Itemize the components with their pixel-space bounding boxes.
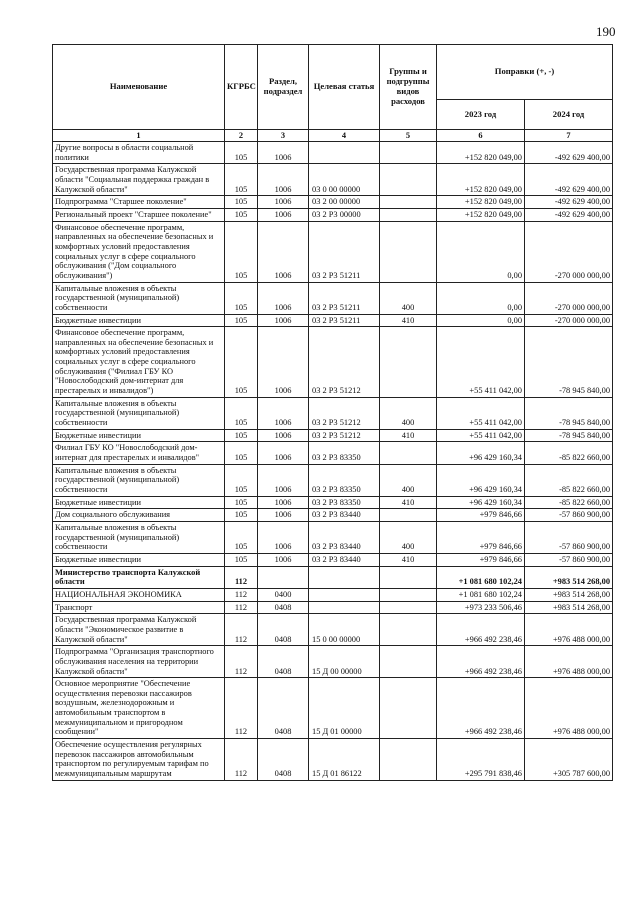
cell-section: 0400 bbox=[258, 588, 309, 601]
cell-target: 03 2 P3 83350 bbox=[309, 496, 380, 509]
cell-amount-2023: +152 820 049,00 bbox=[437, 196, 525, 209]
cell-name: Бюджетные инвестиции bbox=[53, 553, 225, 566]
cell-name: Капитальные вложения в объекты государственной (муниципальной) собственности bbox=[53, 464, 225, 496]
table-row bbox=[53, 566, 613, 588]
column-number: 6 bbox=[437, 130, 525, 142]
cell-group: 410 bbox=[380, 553, 437, 566]
cell-kgrbs: 112 bbox=[225, 566, 258, 588]
cell-section: 1006 bbox=[258, 327, 309, 398]
cell-amount-2024: -85 822 660,00 bbox=[525, 464, 613, 496]
cell-target: 03 2 P3 83440 bbox=[309, 521, 380, 553]
cell-group bbox=[380, 601, 437, 614]
cell-group bbox=[380, 588, 437, 601]
col-header-kgrbs: КГРБС bbox=[225, 45, 258, 130]
cell-section: 0408 bbox=[258, 678, 309, 739]
table-row bbox=[53, 646, 613, 678]
cell-name: Министерство транспорта Калужской области bbox=[53, 566, 225, 588]
cell-amount-2024: +983 514 268,00 bbox=[525, 588, 613, 601]
cell-amount-2024: +305 787 600,00 bbox=[525, 739, 613, 781]
cell-kgrbs: 105 bbox=[225, 464, 258, 496]
table-body bbox=[53, 142, 613, 781]
cell-target: 03 2 P3 51212 bbox=[309, 327, 380, 398]
cell-target: 03 2 P3 51211 bbox=[309, 314, 380, 327]
table-row bbox=[53, 208, 613, 221]
cell-group bbox=[380, 327, 437, 398]
cell-amount-2024: +976 488 000,00 bbox=[525, 678, 613, 739]
cell-name: Капитальные вложения в объекты государственной (муниципальной) собственности bbox=[53, 397, 225, 429]
column-number: 7 bbox=[525, 130, 613, 142]
cell-kgrbs: 105 bbox=[225, 429, 258, 442]
cell-amount-2023: +152 820 049,00 bbox=[437, 208, 525, 221]
cell-section: 1006 bbox=[258, 208, 309, 221]
cell-group bbox=[380, 739, 437, 781]
cell-amount-2023: +55 411 042,00 bbox=[437, 429, 525, 442]
cell-name: Бюджетные инвестиции bbox=[53, 429, 225, 442]
cell-group: 400 bbox=[380, 521, 437, 553]
cell-amount-2023: +979 846,66 bbox=[437, 509, 525, 522]
cell-section: 1006 bbox=[258, 509, 309, 522]
cell-target bbox=[309, 142, 380, 164]
table-row bbox=[53, 614, 613, 646]
cell-section: 1006 bbox=[258, 164, 309, 196]
cell-group: 410 bbox=[380, 314, 437, 327]
cell-name: Финансовое обеспечение программ, направленных на обеспечение безопасных и комфортных условий предоставления социальных услуг в сфере социального обслуживания ("Дом социального обслуживания") bbox=[53, 221, 225, 282]
cell-kgrbs: 105 bbox=[225, 509, 258, 522]
cell-amount-2024: -492 629 400,00 bbox=[525, 164, 613, 196]
cell-kgrbs: 105 bbox=[225, 208, 258, 221]
cell-kgrbs: 112 bbox=[225, 588, 258, 601]
cell-section: 1006 bbox=[258, 314, 309, 327]
cell-target: 03 2 00 00000 bbox=[309, 196, 380, 209]
cell-section: 1006 bbox=[258, 553, 309, 566]
cell-target: 03 0 00 00000 bbox=[309, 164, 380, 196]
col-header-amendments: Поправки (+, -) bbox=[437, 45, 613, 100]
table-row bbox=[53, 442, 613, 464]
cell-target bbox=[309, 566, 380, 588]
cell-amount-2023: +96 429 160,34 bbox=[437, 496, 525, 509]
cell-section: 1006 bbox=[258, 221, 309, 282]
cell-amount-2023: +979 846,66 bbox=[437, 553, 525, 566]
table-row bbox=[53, 429, 613, 442]
cell-section: 0408 bbox=[258, 614, 309, 646]
cell-kgrbs: 105 bbox=[225, 314, 258, 327]
cell-amount-2023: +973 233 506,46 bbox=[437, 601, 525, 614]
cell-kgrbs: 105 bbox=[225, 496, 258, 509]
cell-target bbox=[309, 601, 380, 614]
cell-section: 1006 bbox=[258, 196, 309, 209]
col-header-target: Целевая статья bbox=[309, 45, 380, 130]
cell-amount-2023: +295 791 838,46 bbox=[437, 739, 525, 781]
cell-target: 03 2 P3 51212 bbox=[309, 397, 380, 429]
col-header-name: Наименование bbox=[53, 45, 225, 130]
cell-group: 400 bbox=[380, 464, 437, 496]
cell-amount-2024: -57 860 900,00 bbox=[525, 553, 613, 566]
cell-group bbox=[380, 646, 437, 678]
cell-amount-2024: -270 000 000,00 bbox=[525, 282, 613, 314]
cell-kgrbs: 105 bbox=[225, 553, 258, 566]
cell-target: 15 Д 01 86122 bbox=[309, 739, 380, 781]
column-number: 2 bbox=[225, 130, 258, 142]
cell-amount-2024: +983 514 268,00 bbox=[525, 566, 613, 588]
table-row bbox=[53, 282, 613, 314]
table-row bbox=[53, 142, 613, 164]
col-header-year1: 2023 год bbox=[437, 100, 525, 130]
cell-amount-2023: +966 492 238,46 bbox=[437, 646, 525, 678]
page-number: 190 bbox=[596, 24, 616, 39]
table-row bbox=[53, 196, 613, 209]
cell-name: Подпрограмма "Старшее поколение" bbox=[53, 196, 225, 209]
cell-target: 03 2 P3 51211 bbox=[309, 221, 380, 282]
cell-group bbox=[380, 196, 437, 209]
cell-name: Транспорт bbox=[53, 601, 225, 614]
col-header-section: Раздел, подраздел bbox=[258, 45, 309, 130]
cell-amount-2024: -57 860 900,00 bbox=[525, 521, 613, 553]
table-row bbox=[53, 739, 613, 781]
cell-kgrbs: 105 bbox=[225, 282, 258, 314]
cell-amount-2023: +152 820 049,00 bbox=[437, 142, 525, 164]
cell-amount-2024: -78 945 840,00 bbox=[525, 397, 613, 429]
cell-section: 1006 bbox=[258, 397, 309, 429]
cell-target: 03 2 P3 83440 bbox=[309, 553, 380, 566]
budget-amendments-table bbox=[52, 44, 613, 781]
cell-name: Другие вопросы в области социальной политики bbox=[53, 142, 225, 164]
cell-group bbox=[380, 221, 437, 282]
col-header-groups: Группы и подгруппы видов расходов bbox=[380, 45, 437, 130]
table-row bbox=[53, 314, 613, 327]
cell-name: Государственная программа Калужской области "Социальная поддержка граждан в Калужской области" bbox=[53, 164, 225, 196]
cell-target bbox=[309, 588, 380, 601]
cell-section: 1006 bbox=[258, 442, 309, 464]
cell-kgrbs: 105 bbox=[225, 397, 258, 429]
cell-kgrbs: 105 bbox=[225, 221, 258, 282]
cell-amount-2024: +976 488 000,00 bbox=[525, 646, 613, 678]
cell-name: Государственная программа Калужской области "Экономическое развитие в Калужской области" bbox=[53, 614, 225, 646]
column-number: 4 bbox=[309, 130, 380, 142]
cell-name: Обеспечение осуществления регулярных перевозок пассажиров автомобильным транспортом по регулируемым тарифам по межмуниципальным маршрутам bbox=[53, 739, 225, 781]
column-number: 1 bbox=[53, 130, 225, 142]
cell-kgrbs: 105 bbox=[225, 442, 258, 464]
cell-amount-2023: 0,00 bbox=[437, 221, 525, 282]
table-row bbox=[53, 521, 613, 553]
cell-amount-2023: 0,00 bbox=[437, 282, 525, 314]
cell-group: 400 bbox=[380, 397, 437, 429]
cell-group bbox=[380, 442, 437, 464]
cell-amount-2023: 0,00 bbox=[437, 314, 525, 327]
cell-amount-2023: +1 081 680 102,24 bbox=[437, 566, 525, 588]
cell-section: 1006 bbox=[258, 282, 309, 314]
cell-section: 1006 bbox=[258, 496, 309, 509]
cell-amount-2023: +55 411 042,00 bbox=[437, 397, 525, 429]
cell-kgrbs: 112 bbox=[225, 739, 258, 781]
cell-amount-2024: -78 945 840,00 bbox=[525, 327, 613, 398]
cell-kgrbs: 112 bbox=[225, 601, 258, 614]
cell-kgrbs: 112 bbox=[225, 678, 258, 739]
cell-target: 03 2 P3 83350 bbox=[309, 442, 380, 464]
cell-name: Филиал ГБУ КО "Новослободский дом-интернат для престарелых и инвалидов" bbox=[53, 442, 225, 464]
cell-amount-2023: +966 492 238,46 bbox=[437, 678, 525, 739]
cell-name: Финансовое обеспечение программ, направленных на обеспечение безопасных и комфортных условий предоставления социальных услуг в сфере социального обслуживания ("Филиал ГБУ КО "Новослободский дом-интернат для престарелых и инвалидов") bbox=[53, 327, 225, 398]
cell-group: 400 bbox=[380, 282, 437, 314]
cell-name: Дом социального обслуживания bbox=[53, 509, 225, 522]
cell-section: 0408 bbox=[258, 739, 309, 781]
cell-amount-2024: -270 000 000,00 bbox=[525, 314, 613, 327]
cell-target: 15 Д 00 00000 bbox=[309, 646, 380, 678]
cell-section: 0408 bbox=[258, 601, 309, 614]
table-row bbox=[53, 509, 613, 522]
cell-group bbox=[380, 678, 437, 739]
table-row bbox=[53, 553, 613, 566]
table-row bbox=[53, 397, 613, 429]
column-number: 5 bbox=[380, 130, 437, 142]
cell-amount-2023: +966 492 238,46 bbox=[437, 614, 525, 646]
table-row bbox=[53, 588, 613, 601]
cell-kgrbs: 112 bbox=[225, 646, 258, 678]
cell-section: 1006 bbox=[258, 429, 309, 442]
cell-amount-2024: +983 514 268,00 bbox=[525, 601, 613, 614]
table-row bbox=[53, 496, 613, 509]
cell-group bbox=[380, 142, 437, 164]
cell-amount-2023: +152 820 049,00 bbox=[437, 164, 525, 196]
table-row bbox=[53, 327, 613, 398]
cell-kgrbs: 105 bbox=[225, 164, 258, 196]
cell-amount-2024: -57 860 900,00 bbox=[525, 509, 613, 522]
column-number: 3 bbox=[258, 130, 309, 142]
cell-name: Бюджетные инвестиции bbox=[53, 496, 225, 509]
cell-target: 15 0 00 00000 bbox=[309, 614, 380, 646]
cell-amount-2023: +1 081 680 102,24 bbox=[437, 588, 525, 601]
cell-target: 03 2 P3 83350 bbox=[309, 464, 380, 496]
cell-section: 1006 bbox=[258, 464, 309, 496]
cell-amount-2024: -85 822 660,00 bbox=[525, 442, 613, 464]
cell-kgrbs: 105 bbox=[225, 327, 258, 398]
cell-kgrbs: 112 bbox=[225, 614, 258, 646]
cell-name: НАЦИОНАЛЬНАЯ ЭКОНОМИКА bbox=[53, 588, 225, 601]
cell-target: 03 2 P3 51211 bbox=[309, 282, 380, 314]
cell-kgrbs: 105 bbox=[225, 196, 258, 209]
cell-name: Бюджетные инвестиции bbox=[53, 314, 225, 327]
cell-amount-2024: +976 488 000,00 bbox=[525, 614, 613, 646]
cell-amount-2024: -78 945 840,00 bbox=[525, 429, 613, 442]
cell-name: Основное мероприятие "Обеспечение осуществления перевозки пассажиров воздушным, железнодорожным и автомобильным транспортом в межмуниципальном и пригородном сообщении" bbox=[53, 678, 225, 739]
table-row bbox=[53, 678, 613, 739]
col-header-year2: 2024 год bbox=[525, 100, 613, 130]
cell-amount-2023: +55 411 042,00 bbox=[437, 327, 525, 398]
table-row bbox=[53, 601, 613, 614]
cell-kgrbs: 105 bbox=[225, 142, 258, 164]
cell-amount-2024: -85 822 660,00 bbox=[525, 496, 613, 509]
cell-amount-2024: -492 629 400,00 bbox=[525, 208, 613, 221]
cell-amount-2024: -492 629 400,00 bbox=[525, 142, 613, 164]
cell-group: 410 bbox=[380, 496, 437, 509]
cell-group bbox=[380, 164, 437, 196]
cell-target: 03 2 P3 00000 bbox=[309, 208, 380, 221]
cell-group bbox=[380, 566, 437, 588]
cell-target: 03 2 P3 51212 bbox=[309, 429, 380, 442]
cell-group bbox=[380, 208, 437, 221]
cell-amount-2023: +96 429 160,34 bbox=[437, 464, 525, 496]
cell-kgrbs: 105 bbox=[225, 521, 258, 553]
cell-group bbox=[380, 509, 437, 522]
cell-target: 15 Д 01 00000 bbox=[309, 678, 380, 739]
cell-amount-2023: +96 429 160,34 bbox=[437, 442, 525, 464]
cell-name: Подпрограмма "Организация транспортного обслуживания населения на территории Калужской области" bbox=[53, 646, 225, 678]
cell-target: 03 2 P3 83440 bbox=[309, 509, 380, 522]
cell-amount-2024: -270 000 000,00 bbox=[525, 221, 613, 282]
cell-section: 1006 bbox=[258, 142, 309, 164]
cell-section bbox=[258, 566, 309, 588]
table-row bbox=[53, 221, 613, 282]
table-row bbox=[53, 464, 613, 496]
cell-name: Капитальные вложения в объекты государственной (муниципальной) собственности bbox=[53, 521, 225, 553]
cell-amount-2023: +979 846,66 bbox=[437, 521, 525, 553]
cell-amount-2024: -492 629 400,00 bbox=[525, 196, 613, 209]
cell-name: Региональный проект "Старшее поколение" bbox=[53, 208, 225, 221]
cell-section: 0408 bbox=[258, 646, 309, 678]
cell-group bbox=[380, 614, 437, 646]
table-row bbox=[53, 164, 613, 196]
cell-group: 410 bbox=[380, 429, 437, 442]
cell-section: 1006 bbox=[258, 521, 309, 553]
cell-name: Капитальные вложения в объекты государственной (муниципальной) собственности bbox=[53, 282, 225, 314]
